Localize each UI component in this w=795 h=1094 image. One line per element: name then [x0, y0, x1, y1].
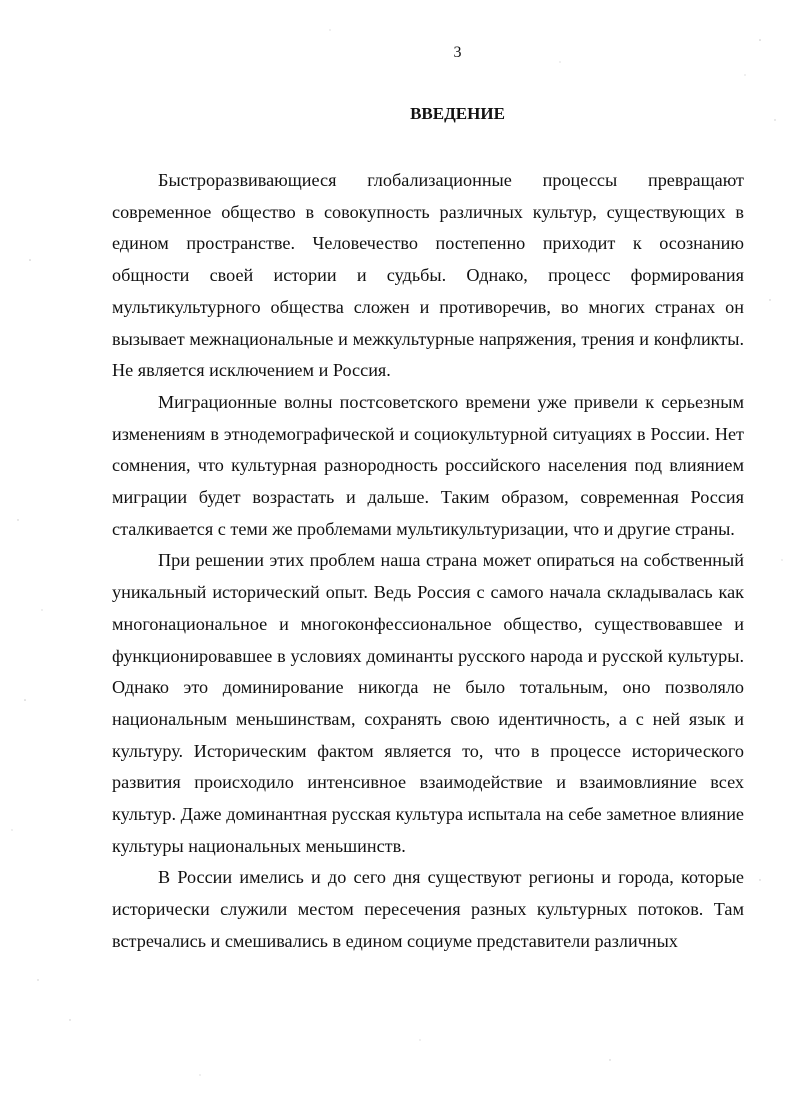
page-number: 3: [453, 44, 462, 61]
body-text: [112, 165, 744, 958]
paragraph-1: Быстроразвивающиеся глобализационные процессы превращают современное общество в совокупность различных культур, существующих в едином пространстве. Человечество постепенно приходит к осознанию общности своей истории и судьбы. Однако, процесс формирования мультикультурного общества сложен и противоречив, во многих странах он вызывает межнациональные и межкультурные напряжения, трения и конфликты. Не является исключением и Россия.: [112, 170, 744, 381]
paragraph-2: Миграционные волны постсоветского времени уже привели к серьезным изменениям в этнодемографической и социокультурной ситуациях в России. Нет сомнения, что культурная разнородность российского населения под влиянием миграции будет возрастать и дальше. Таким образом, современная Россия сталкивается с теми же проблемами мультикультуризации, что и другие страны.: [112, 391, 744, 539]
paragraph-4: В России имелись и до сего дня существуют регионы и города, которые исторически служили местом пересечения разных культурных потоков. Там встречались и смешивались в едином социуме представители различных: [112, 867, 744, 951]
page-title: ВВЕДЕНИЕ: [410, 104, 505, 123]
paragraph-3: При решении этих проблем наша страна может опираться на собственный уникальный исторический опыт. Ведь Россия с самого начала складывалась как многонациональное и многоконфессиональное общество, существовавшее и функционировавшее в условиях доминанты русского народа и русской культуры. Однако это доминирование никогда не было тотальным, оно позволяло национальным меньшинствам, сохранять свою идентичность, а с ней язык и культуру. Историческим фактом является то, что в процессе исторического развития происходило интенсивное взаимодействие и взаимовлияние всех культур. Даже доминантная русская культура испытала на себе заметное влияние культуры национальных меньшинств.: [112, 550, 744, 856]
